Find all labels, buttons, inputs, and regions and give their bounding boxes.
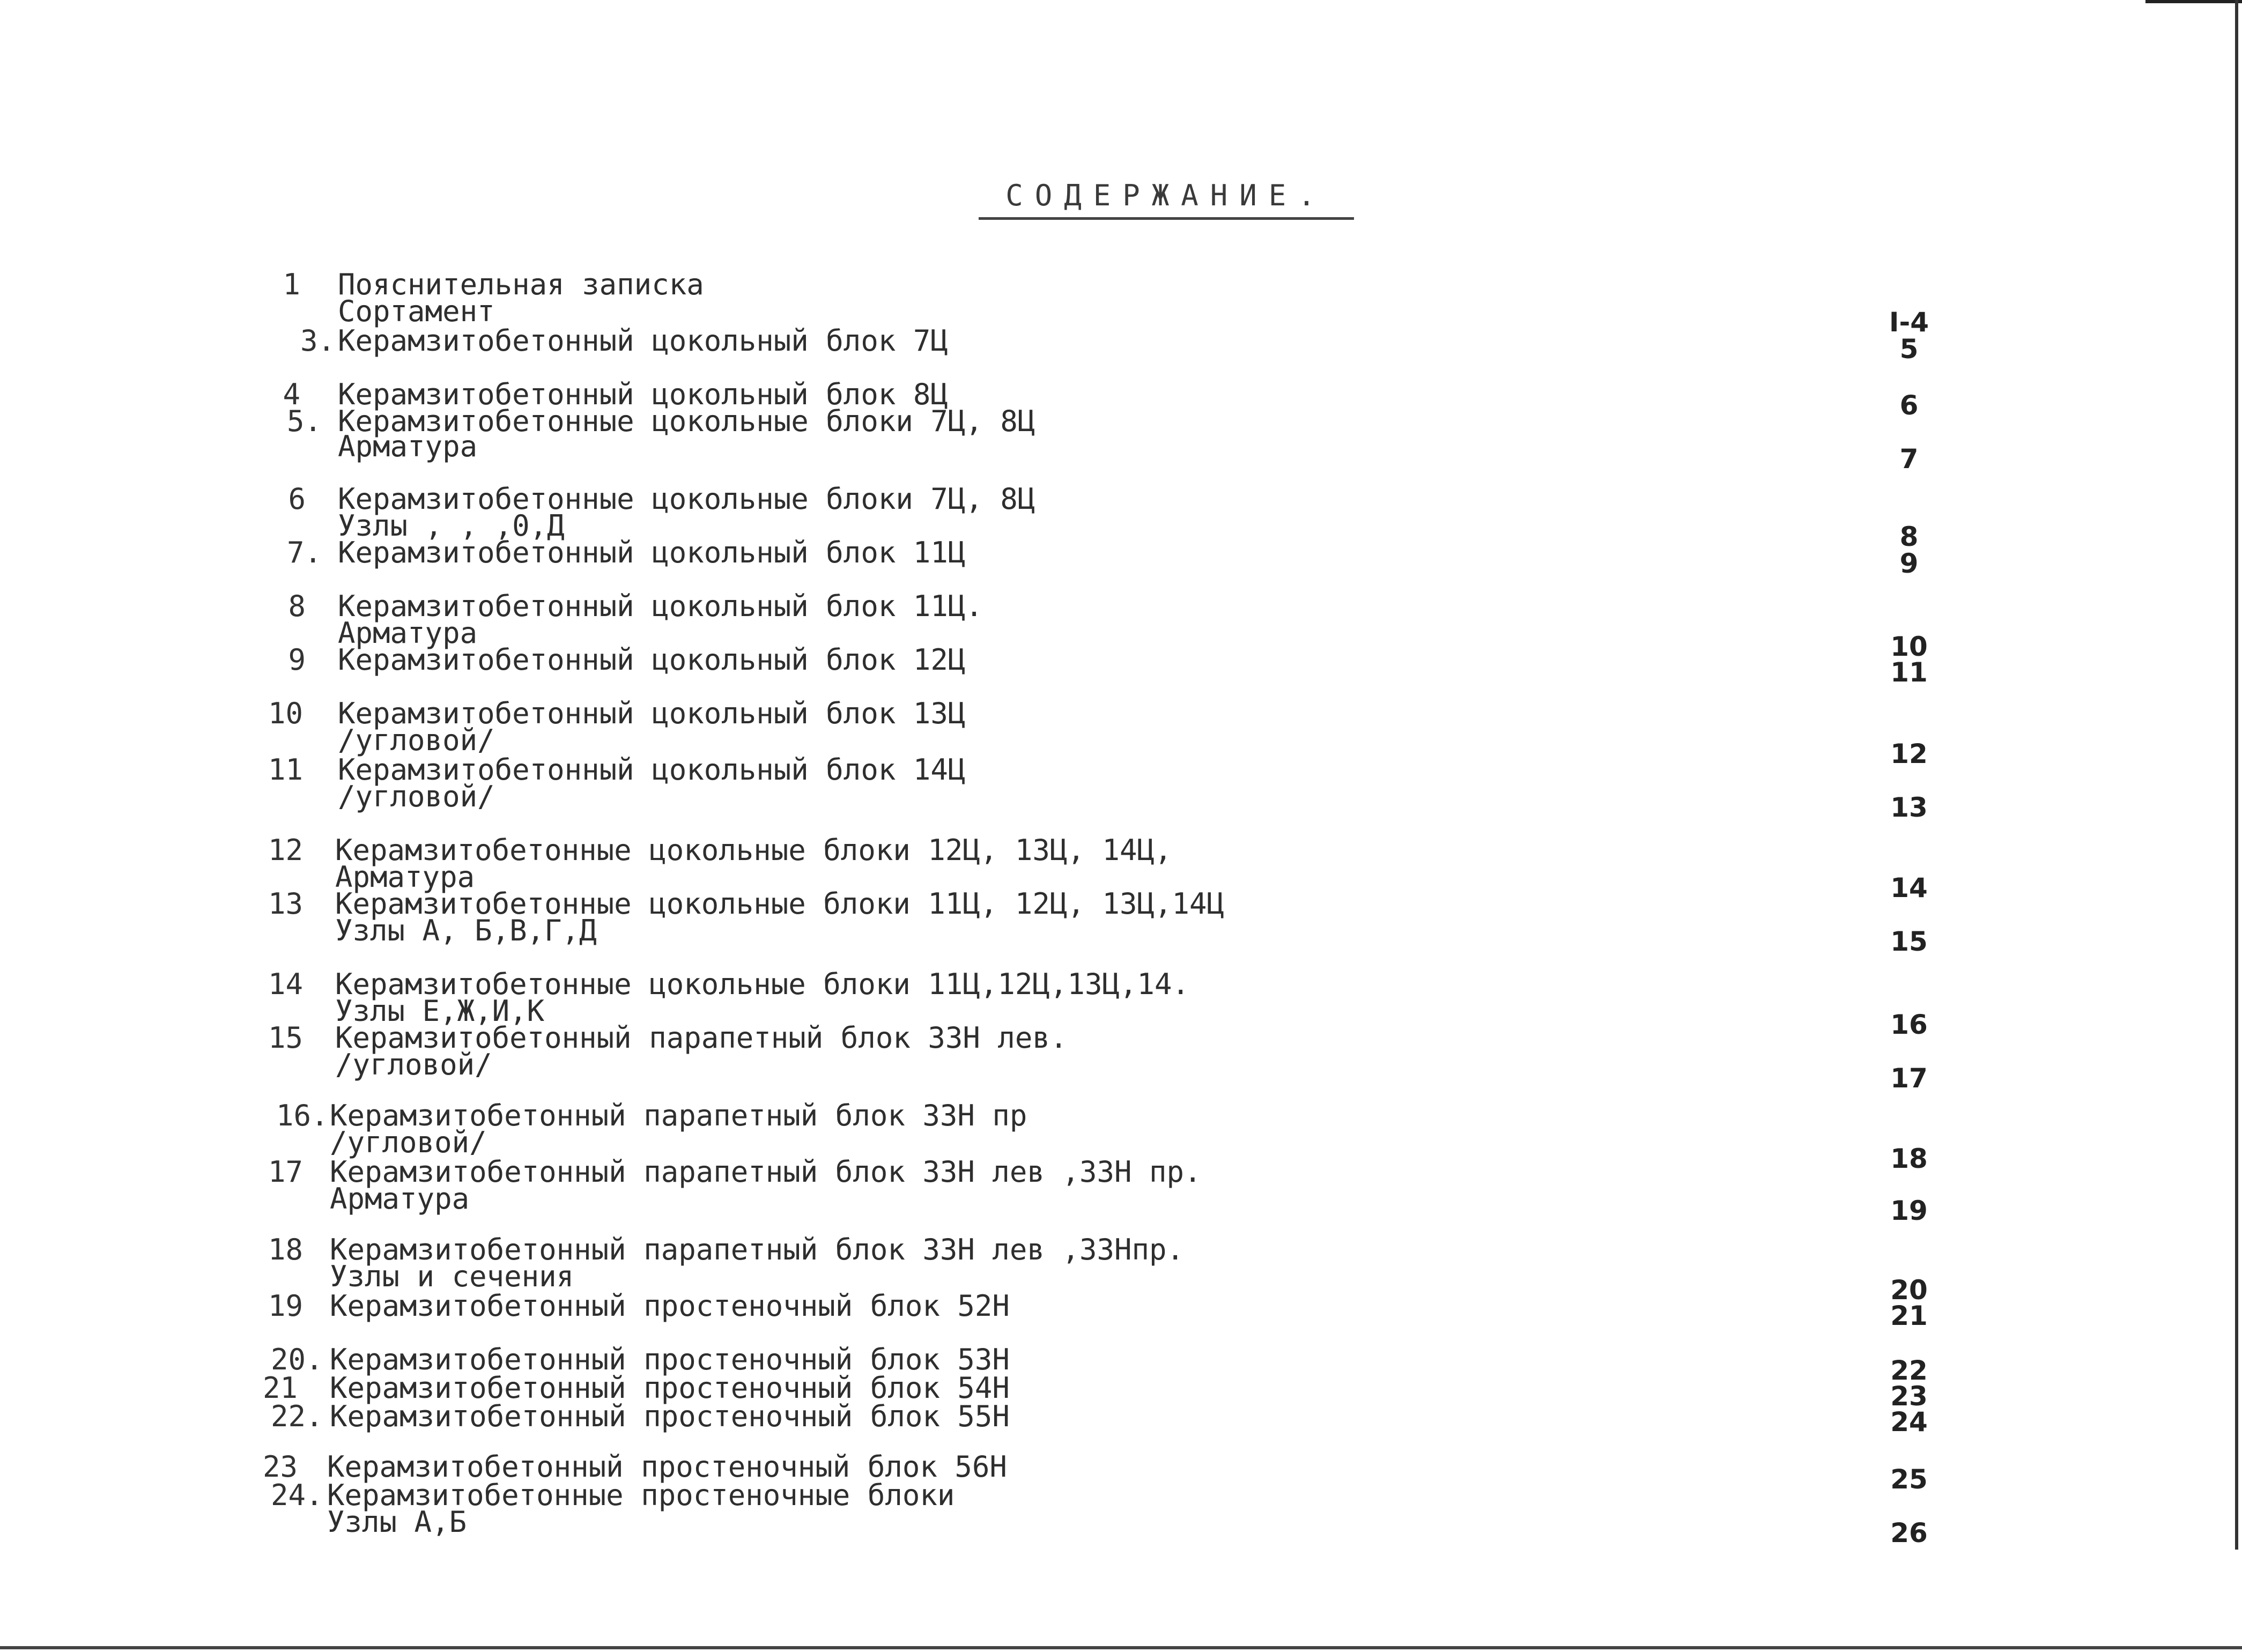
toc-entry-title: Керамзитобетонный цокольный блок 14Ц <box>338 753 966 787</box>
toc-entry-number: 19 <box>268 1289 303 1323</box>
toc-entry-title: Керамзитобетонный парапетный блок 33Н лев ,33Нпр. <box>330 1233 1185 1266</box>
toc-entry-subtitle: /угловой/ <box>330 1125 487 1159</box>
toc-page-number: 7 <box>1899 443 1919 475</box>
toc-entry-number: 7. <box>286 536 322 569</box>
toc-entry-title: Керамзитобетонный простеночный блок 54Н <box>330 1371 1010 1405</box>
toc-page-number: 26 <box>1890 1517 1928 1549</box>
toc-entry-subtitle: Узлы А, Б,В,Г,Д <box>335 914 597 947</box>
toc-entry-title: Керамзитобетонные цокольные блоки 11Ц, 12Ц, 13Ц,14Ц <box>335 887 1225 921</box>
toc-entry-subtitle: Узлы , , ,0,Д <box>338 509 565 543</box>
toc-entry-title: Керамзитобетонные цокольные блоки 12Ц, 13Ц, 14Ц, <box>335 833 1172 867</box>
document-title: СОДЕРЖАНИЕ. <box>979 174 1354 220</box>
toc-entry-subtitle: Арматура <box>338 429 478 463</box>
toc-entry-subtitle: Арматура <box>338 616 478 650</box>
toc-page-number: 21 <box>1890 1300 1928 1331</box>
toc-page-number: 8 <box>1899 521 1919 552</box>
toc-entry-title: Керамзитобетонные цокольные блоки 7Ц, 8Ц <box>338 482 1035 516</box>
toc-entry-title: Керамзитобетонные цокольные блоки 11Ц,12Ц,13Ц,14. <box>335 967 1190 1001</box>
toc-entry-number: 22. <box>271 1399 323 1433</box>
toc-entry-title: Керамзитобетонный цокольный блок 12Ц <box>338 643 966 677</box>
toc-page-number: 11 <box>1890 657 1928 688</box>
toc-entry-title: Керамзитобетонный простеночный блок 55Н <box>330 1399 1010 1433</box>
toc-entry-title: Керамзитобетонный простеночный блок 52Н <box>330 1289 1010 1323</box>
toc-entry-subtitle: /угловой/ <box>338 780 495 813</box>
toc-entry-number: 3. <box>300 324 335 358</box>
toc-entry-subtitle: Арматура <box>330 1182 470 1216</box>
toc-page-number: 10 <box>1890 631 1928 662</box>
toc-entry-number: 11 <box>268 753 303 787</box>
toc-entry-subtitle: Узлы и сечения <box>330 1260 574 1293</box>
toc-entry-subtitle: Сортамент <box>338 294 495 328</box>
scan-edge-right <box>2235 0 2238 1550</box>
toc-entry-number: 9 <box>288 643 306 677</box>
toc-page-number: 6 <box>1899 390 1919 421</box>
toc-entry-title: Керамзитобетонный цокольный блок 8Ц <box>338 377 948 411</box>
toc-entry-title: Керамзитобетонный простеночный блок 53Н <box>330 1343 1010 1376</box>
toc-page-number: 15 <box>1890 926 1928 957</box>
toc-entry-number: 6 <box>288 482 306 516</box>
toc-page-number: 12 <box>1890 738 1928 769</box>
toc-entry-title: Керамзитобетонный цокольный блок 7Ц <box>338 324 948 358</box>
toc-entry-subtitle: Узлы Е,Ж,И,К <box>335 994 545 1028</box>
toc-entry-number: 1 <box>283 268 300 301</box>
scan-edge-bottom <box>0 1646 2242 1649</box>
toc-entry-number: 17 <box>268 1155 303 1189</box>
toc-entry-number: 5. <box>286 404 322 438</box>
toc-entry-subtitle: Узлы А,Б <box>327 1505 467 1539</box>
toc-entry-number: 12 <box>268 833 303 867</box>
toc-page-number: 20 <box>1890 1275 1928 1306</box>
toc-entry-number: 15 <box>268 1021 303 1055</box>
toc-entry-title: Керамзитобетонный парапетный блок 33Н лев. <box>335 1021 1068 1055</box>
toc-entry-title: Керамзитобетонный цокольный блок 11Ц. <box>338 589 983 623</box>
toc-page-number: 18 <box>1890 1143 1928 1174</box>
toc-page-number: 13 <box>1890 792 1928 823</box>
toc-entry-title: Керамзитобетонный цокольный блок 11Ц <box>338 536 966 569</box>
toc-entry-title: Пояснительная записка <box>338 268 704 301</box>
toc-page-number: 23 <box>1890 1381 1928 1412</box>
toc-page-number: 16 <box>1890 1009 1928 1040</box>
toc-page-number: 9 <box>1899 548 1919 579</box>
toc-entry-number: 20. <box>271 1343 323 1376</box>
scan-edge-top <box>2145 0 2242 3</box>
toc-page-number: 17 <box>1890 1063 1928 1094</box>
toc-entry-title: Керамзитобетонный парапетный блок 33Н пр <box>330 1099 1027 1132</box>
toc-entry-number: 16. <box>276 1099 329 1132</box>
toc-entry-subtitle: Арматура <box>335 860 475 894</box>
toc-page-number: 22 <box>1890 1355 1928 1386</box>
toc-entry-number: 21 <box>262 1371 298 1405</box>
toc-page-number: 5 <box>1899 334 1919 365</box>
toc-entry-subtitle: /угловой/ <box>338 723 495 757</box>
toc-page-number: 24 <box>1890 1406 1928 1438</box>
toc-page-number: I-4 <box>1889 307 1929 338</box>
toc-entry-number: 10 <box>268 697 303 730</box>
toc-entry-title: Керамзитобетонный парапетный блок 33Н лев ,33Н пр. <box>330 1155 1202 1189</box>
toc-entry-title: Керамзитобетонный простеночный блок 56Н <box>327 1450 1007 1484</box>
toc-entry-number: 8 <box>288 589 306 623</box>
toc-entry-subtitle: /угловой/ <box>335 1048 492 1081</box>
toc-entry-number: 24. <box>271 1478 323 1512</box>
toc-page-number: 19 <box>1890 1195 1928 1226</box>
toc-entry-number: 18 <box>268 1233 303 1266</box>
toc-entry-title: Керамзитобетонный цокольный блок 13Ц <box>338 697 966 730</box>
toc-page-number: 14 <box>1890 872 1928 903</box>
toc-entry-title: Керамзитобетонные простеночные блоки <box>327 1478 955 1512</box>
toc-entry-number: 4 <box>283 377 300 411</box>
toc-page-number: 25 <box>1890 1464 1928 1495</box>
toc-entry-number: 13 <box>268 887 303 921</box>
toc-entry-number: 23 <box>262 1450 298 1484</box>
toc-entry-number: 14 <box>268 967 303 1001</box>
toc-entry-title: Керамзитобетонные цокольные блоки 7Ц, 8Ц <box>338 404 1035 438</box>
